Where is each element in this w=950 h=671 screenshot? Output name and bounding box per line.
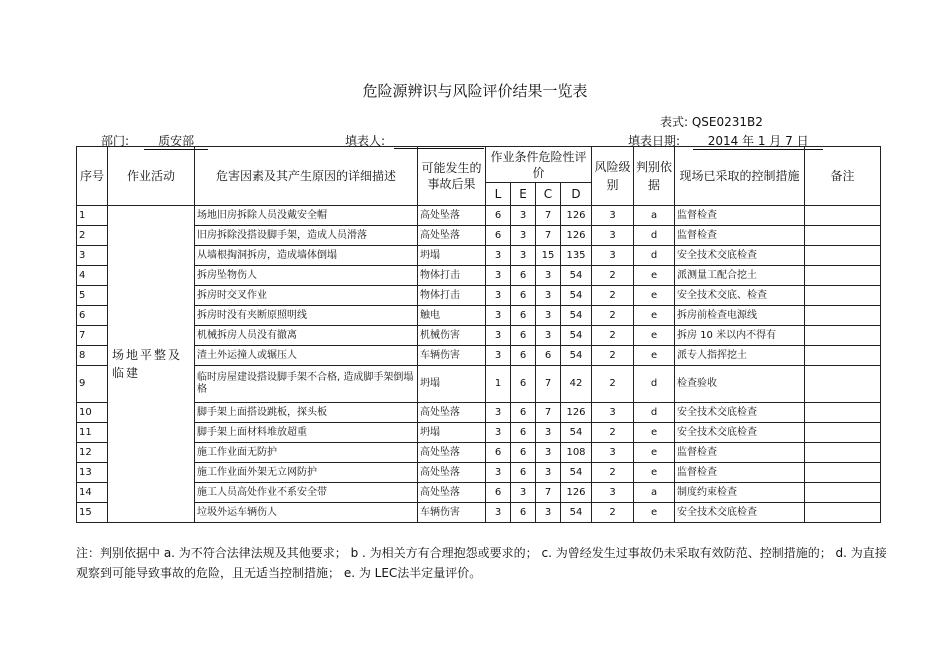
cell-risk-level: 2 (592, 326, 634, 346)
page-title: 危险源辨识与风险评价结果一览表 (362, 82, 588, 100)
cell-control: 安全技术交底检查 (675, 403, 805, 423)
cell-c: 6 (536, 346, 561, 366)
cell-c: 3 (536, 266, 561, 286)
cell-seq: 10 (77, 403, 108, 423)
cell-d: 54 (561, 306, 592, 326)
cell-e: 6 (511, 286, 536, 306)
cell-remarks (805, 443, 881, 463)
cell-control: 制度约束检查 (675, 483, 805, 503)
cell-l: 3 (486, 266, 511, 286)
cell-d: 126 (561, 403, 592, 423)
table-row (77, 503, 881, 523)
cell-seq: 13 (77, 463, 108, 483)
cell-d: 54 (561, 423, 592, 443)
cell-remarks (805, 246, 881, 266)
col-consequence: 可能发生的事故后果 (418, 147, 486, 206)
cell-seq: 7 (77, 326, 108, 346)
table-row (77, 366, 881, 403)
cell-risk-level: 2 (592, 423, 634, 443)
cell-hazard: 拆房时没有夹断原照明线 (195, 306, 418, 326)
table-row (77, 246, 881, 266)
cell-l: 3 (486, 503, 511, 523)
cell-seq: 11 (77, 423, 108, 443)
department-value: 质安部 (144, 132, 208, 150)
note: 注：判别依据中 a. 为不符合法律法规及其他要求； b . 为相关方有合理抱怨或要求的； c. 为曾经发生过事故仍未采取有效防范、控制措施的； d. 为直接观察到可能导致事故的危险，且无适当控制措施； e. 为 LEC法半定量评价。 (76, 546, 887, 580)
col-c: C (536, 183, 561, 206)
cell-hazard: 渣土外运撞人或辗压人 (195, 346, 418, 366)
cell-e: 6 (511, 423, 536, 443)
cell-risk-level: 2 (592, 366, 634, 403)
cell-consequence: 坍塌 (418, 366, 486, 403)
cell-d: 54 (561, 326, 592, 346)
cell-hazard: 脚手架上面搭设跳板，探头板 (195, 403, 418, 423)
cell-e: 6 (511, 463, 536, 483)
cell-seq: 14 (77, 483, 108, 503)
cell-d: 42 (561, 366, 592, 403)
cell-l: 1 (486, 366, 511, 403)
cell-seq: 15 (77, 503, 108, 523)
cell-consequence: 物体打击 (418, 266, 486, 286)
col-remarks: 备注 (805, 147, 881, 206)
cell-seq: 12 (77, 443, 108, 463)
table-row (77, 226, 881, 246)
cell-l: 3 (486, 423, 511, 443)
cell-l: 3 (486, 403, 511, 423)
col-e: E (511, 183, 536, 206)
cell-risk-level: 2 (592, 463, 634, 483)
cell-seq: 1 (77, 206, 108, 226)
table-row (77, 206, 881, 226)
cell-l: 3 (486, 326, 511, 346)
table-row (77, 266, 881, 286)
cell-hazard: 施工作业面外架无立网防护 (195, 463, 418, 483)
cell-control: 安全技术交底检查 (675, 246, 805, 266)
col-l: L (486, 183, 511, 206)
cell-control: 拆房前检查电源线 (675, 306, 805, 326)
cell-l: 6 (486, 443, 511, 463)
cell-hazard: 垃圾外运车辆伤人 (195, 503, 418, 523)
cell-remarks (805, 326, 881, 346)
cell-remarks (805, 403, 881, 423)
cell-consequence: 高处坠落 (418, 226, 486, 246)
cell-basis: e (634, 266, 675, 286)
col-risk-level: 风险级别 (592, 147, 634, 206)
cell-c: 3 (536, 443, 561, 463)
cell-remarks (805, 346, 881, 366)
cell-hazard: 机械拆房人员没有撤离 (195, 326, 418, 346)
cell-seq: 9 (77, 366, 108, 403)
cell-control: 监督检查 (675, 463, 805, 483)
cell-d: 54 (561, 463, 592, 483)
cell-hazard: 拆房时交叉作业 (195, 286, 418, 306)
cell-consequence: 高处坠落 (418, 443, 486, 463)
cell-l: 3 (486, 346, 511, 366)
cell-basis: a (634, 483, 675, 503)
cell-d: 54 (561, 346, 592, 366)
cell-consequence: 高处坠落 (418, 206, 486, 226)
cell-consequence: 车辆伤害 (418, 503, 486, 523)
cell-l: 6 (486, 226, 511, 246)
cell-c: 3 (536, 326, 561, 346)
col-basis: 判别依据 (634, 147, 675, 206)
cell-hazard: 施工作业面无防护 (195, 443, 418, 463)
cell-hazard: 旧房拆除没搭设脚手架，造成人员滑落 (195, 226, 418, 246)
date-label: 填表日期: (628, 134, 681, 148)
cell-risk-level: 2 (592, 346, 634, 366)
cell-risk-level: 2 (592, 306, 634, 326)
cell-seq: 3 (77, 246, 108, 266)
cell-remarks (805, 226, 881, 246)
cell-d: 126 (561, 206, 592, 226)
table-row (77, 403, 881, 423)
cell-basis: e (634, 503, 675, 523)
risk-table (76, 146, 881, 523)
department-label: 部门: (101, 134, 130, 148)
col-hazard: 危害因素及其产生原因的详细描述 (195, 147, 418, 206)
cell-e: 6 (511, 443, 536, 463)
cell-risk-level: 3 (592, 246, 634, 266)
cell-seq: 6 (77, 306, 108, 326)
cell-consequence: 触电 (418, 306, 486, 326)
date-value: 2014 年 1 月 7 日 (693, 132, 823, 150)
cell-risk-level: 2 (592, 266, 634, 286)
cell-basis: e (634, 306, 675, 326)
cell-d: 126 (561, 226, 592, 246)
cell-control: 监督检查 (675, 206, 805, 226)
cell-seq: 5 (77, 286, 108, 306)
col-activity: 作业活动 (108, 147, 195, 206)
table-row (77, 286, 881, 306)
cell-risk-level: 2 (592, 503, 634, 523)
cell-e: 3 (511, 483, 536, 503)
cell-risk-level: 3 (592, 206, 634, 226)
cell-consequence: 高处坠落 (418, 483, 486, 503)
cell-risk-level: 3 (592, 483, 634, 503)
cell-e: 3 (511, 226, 536, 246)
cell-remarks (805, 206, 881, 226)
cell-e: 3 (511, 246, 536, 266)
cell-l: 3 (486, 306, 511, 326)
cell-basis: e (634, 443, 675, 463)
cell-hazard: 场地旧房拆除人员没戴安全帽 (195, 206, 418, 226)
table-row (77, 306, 881, 326)
cell-consequence: 车辆伤害 (418, 346, 486, 366)
cell-basis: d (634, 246, 675, 266)
cell-consequence: 高处坠落 (418, 403, 486, 423)
cell-risk-level: 3 (592, 226, 634, 246)
cell-l: 6 (486, 206, 511, 226)
cell-c: 7 (536, 226, 561, 246)
cell-seq: 2 (77, 226, 108, 246)
cell-consequence: 坍塌 (418, 246, 486, 266)
cell-l: 3 (486, 463, 511, 483)
col-controls: 现场已采取的控制措施 (675, 147, 805, 206)
cell-seq: 4 (77, 266, 108, 286)
filler-label: 填表人: (345, 134, 386, 148)
cell-control: 安全技术交底检查 (675, 423, 805, 443)
cell-consequence: 机械伤害 (418, 326, 486, 346)
cell-remarks (805, 366, 881, 403)
cell-d: 135 (561, 246, 592, 266)
cell-hazard: 从墙根掏洞拆房，造成墙体倒塌 (195, 246, 418, 266)
cell-e: 6 (511, 366, 536, 403)
cell-remarks (805, 483, 881, 503)
cell-basis: a (634, 206, 675, 226)
form-code: 表式: QSE0231B2 (660, 115, 763, 129)
cell-activity: 场地平整及临建 (108, 206, 195, 523)
cell-remarks (805, 286, 881, 306)
col-d: D (561, 183, 592, 206)
cell-control: 监督检查 (675, 226, 805, 246)
table-row (77, 346, 881, 366)
cell-control: 检查验收 (675, 366, 805, 403)
cell-e: 6 (511, 266, 536, 286)
cell-d: 126 (561, 483, 592, 503)
table-row (77, 443, 881, 463)
cell-control: 安全技术交底检查 (675, 503, 805, 523)
cell-control: 拆房 10 米以内不得有 (675, 326, 805, 346)
cell-c: 3 (536, 463, 561, 483)
cell-risk-level: 3 (592, 403, 634, 423)
cell-basis: d (634, 403, 675, 423)
cell-seq: 8 (77, 346, 108, 366)
cell-c: 7 (536, 483, 561, 503)
cell-remarks (805, 306, 881, 326)
cell-c: 3 (536, 503, 561, 523)
table-row (77, 483, 881, 503)
cell-basis: e (634, 326, 675, 346)
cell-basis: e (634, 286, 675, 306)
cell-remarks (805, 423, 881, 443)
cell-consequence: 坍塌 (418, 423, 486, 443)
cell-c: 15 (536, 246, 561, 266)
cell-control: 派测量工配合挖土 (675, 266, 805, 286)
cell-l: 3 (486, 286, 511, 306)
cell-c: 7 (536, 206, 561, 226)
cell-d: 108 (561, 443, 592, 463)
table-row (77, 326, 881, 346)
cell-risk-level: 3 (592, 443, 634, 463)
cell-l: 6 (486, 483, 511, 503)
cell-hazard: 脚手架上面材料堆放超重 (195, 423, 418, 443)
cell-basis: e (634, 423, 675, 443)
cell-hazard: 拆房坠物伤人 (195, 266, 418, 286)
cell-control: 派专人指挥挖土 (675, 346, 805, 366)
cell-c: 7 (536, 403, 561, 423)
table-row (77, 463, 881, 483)
cell-c: 3 (536, 306, 561, 326)
cell-basis: d (634, 226, 675, 246)
cell-hazard: 临时房屋建设搭设脚手架不合格, 造成脚手架倒塌格 (195, 366, 418, 403)
cell-consequence: 高处坠落 (418, 463, 486, 483)
cell-hazard: 施工人员高处作业不系安全带 (195, 483, 418, 503)
cell-remarks (805, 266, 881, 286)
cell-basis: d (634, 366, 675, 403)
cell-e: 6 (511, 306, 536, 326)
cell-e: 6 (511, 346, 536, 366)
cell-consequence: 物体打击 (418, 286, 486, 306)
cell-risk-level: 2 (592, 286, 634, 306)
cell-remarks (805, 463, 881, 483)
cell-c: 3 (536, 286, 561, 306)
cell-e: 3 (511, 206, 536, 226)
cell-c: 3 (536, 423, 561, 443)
cell-basis: e (634, 346, 675, 366)
cell-e: 6 (511, 326, 536, 346)
cell-d: 54 (561, 286, 592, 306)
cell-c: 7 (536, 366, 561, 403)
col-seq: 序号 (77, 147, 108, 206)
cell-control: 监督检查 (675, 443, 805, 463)
col-lec-group: 作业条件危险性评价 (486, 147, 592, 183)
cell-d: 54 (561, 266, 592, 286)
cell-l: 3 (486, 246, 511, 266)
table-row (77, 423, 881, 443)
cell-remarks (805, 503, 881, 523)
cell-control: 安全技术交底、检查 (675, 286, 805, 306)
cell-basis: e (634, 463, 675, 483)
cell-e: 6 (511, 403, 536, 423)
cell-e: 6 (511, 503, 536, 523)
cell-d: 54 (561, 503, 592, 523)
